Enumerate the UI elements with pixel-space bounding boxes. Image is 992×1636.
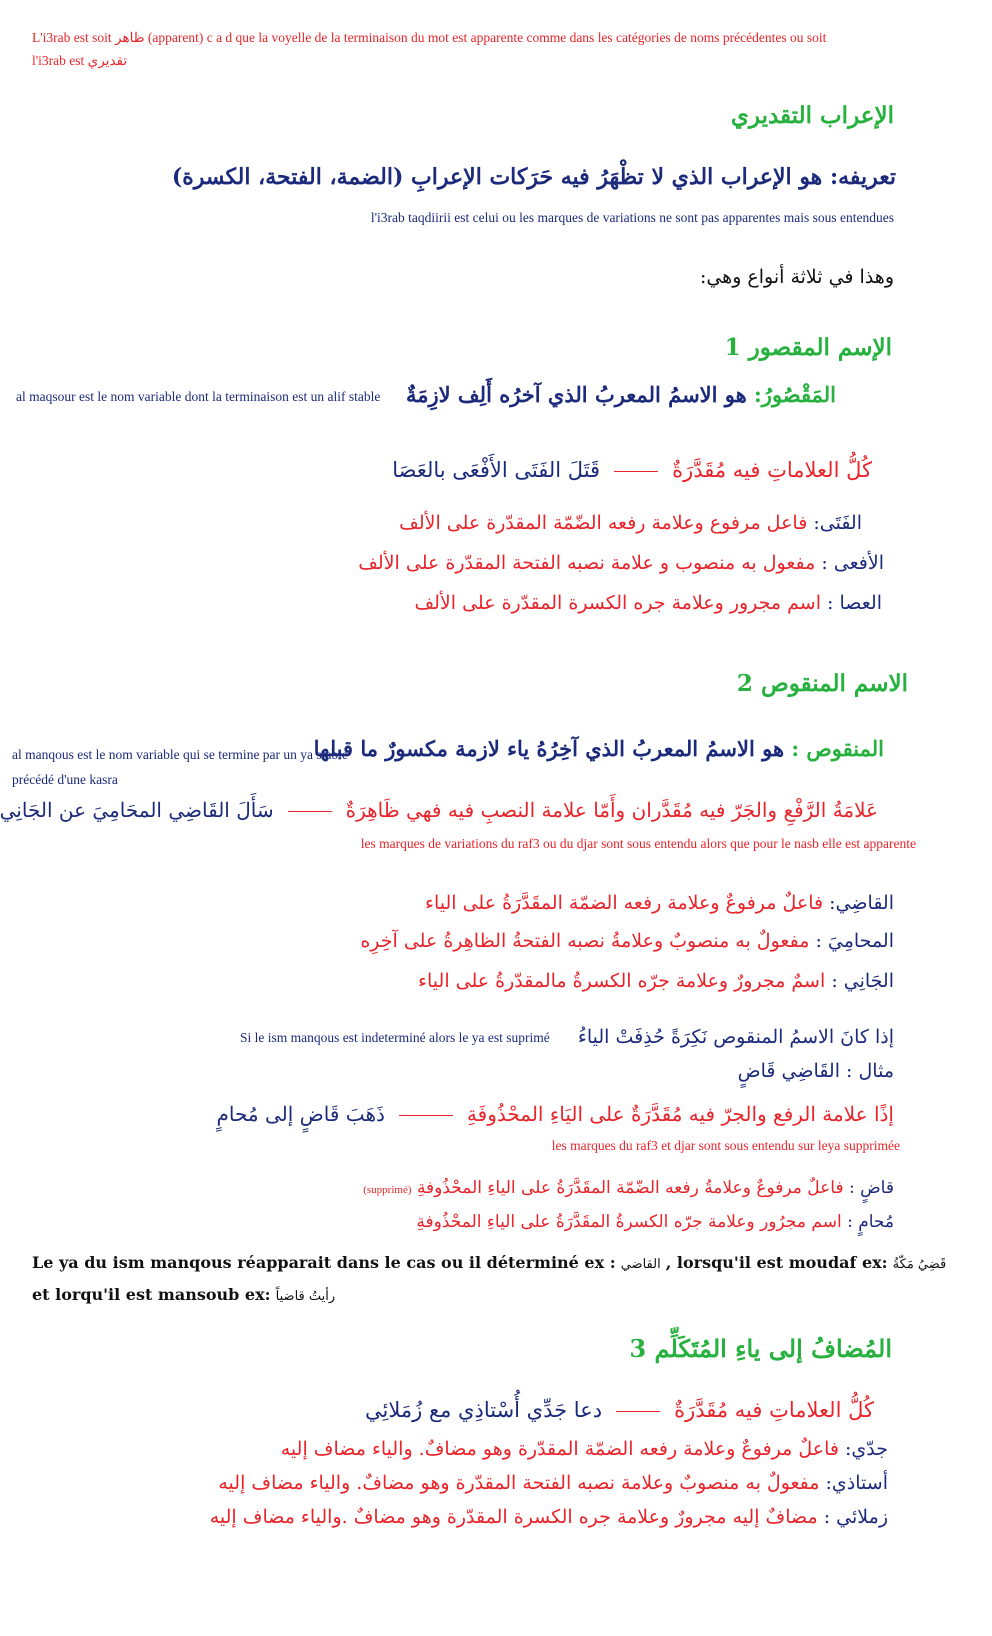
note-example-2: قَضِيُ مَكّةُ — [892, 1257, 947, 1272]
maqsour-irab-1 — [399, 512, 992, 534]
intro-line1-start: L'i3rab est soit — [32, 30, 112, 45]
manqous-irab-4 — [363, 1178, 992, 1198]
irab-text: فاعلٌ مرفوعٌ وعلامة رفعه الضمّة المقَدَّرَةُ على الياء — [425, 892, 824, 914]
manqous-definition — [314, 736, 992, 761]
moudaf-irab-2 — [218, 1472, 992, 1494]
irab-note: (supprimé) — [363, 1184, 412, 1196]
manqous-example: سَأَلَ القَاضِي المحَامِيَ عن الجَانِي — [0, 798, 274, 822]
irab-text: مفعول به منصوب و علامة نصبه الفتحة المقدّرة على الألف — [358, 552, 816, 574]
irab-word: جدّي: — [845, 1438, 888, 1460]
definition-fr: l'i3rab taqdiirii est celui ou les marques de variations ne sont pas apparentes mais sous entendues — [370, 210, 894, 225]
note-part-3: et lorqu'il est mansoub ex: — [32, 1285, 271, 1304]
manqous-def-fr — [12, 742, 348, 792]
maqsour-definition — [406, 382, 992, 407]
irab-text: اسم مجرُور وعلامة جرّه الكسرةُ المقَدَّرَةُ على الياءِ المحْذُوفةِ — [416, 1212, 842, 1232]
manqous-rule: عَلامَةُ الرَّفْعِ والجَرّ فيه مُقَدَّران وأَمّا علامة النصبِ فيه فهي ظَاهِرَةٌ — [345, 798, 878, 822]
irab-word: مُحامٍ : — [847, 1212, 894, 1232]
irab-word: القاضِي: — [829, 892, 894, 914]
manqous-example3: ذَهَبَ قَاضٍ إلى مُحامٍ — [216, 1102, 385, 1126]
moudaf-example: دعا جَدِّي أُسْتاذِي مع زُمَلائِي — [365, 1398, 603, 1422]
maqsour-irab-3 — [414, 592, 992, 614]
example-text: القَاضِي قَاضٍ — [737, 1060, 840, 1082]
maqsour-def-label: المَقْصُورُ: — [754, 382, 836, 407]
irab-text: اسم مجرور وعلامة جره الكسرة المقدّرة على الألف — [414, 592, 821, 614]
manqous-indef-fr: Si le ism manqous est indeterminé alors le ya est suprimé — [240, 1030, 550, 1045]
intro-word-apparent: ظاهر — [115, 30, 145, 45]
manqous-rule2-line — [216, 1102, 992, 1126]
manqous-rule2: إذًا علامة الرفع والجرّ فيه مُقَدَّرَةٌ على اليَاءِ المحْذُوفَةِ — [466, 1102, 894, 1126]
irab-word: أستاذي: — [825, 1472, 888, 1494]
manqous-def-label: المنقوص : — [791, 736, 884, 761]
example-label: مثال : — [846, 1060, 894, 1082]
maqsour-example: قَتَلَ الفَتَى الأَفْعَى بالعَصَا — [392, 458, 601, 482]
moudaf-irab-1 — [281, 1438, 992, 1460]
manqous-rule-line — [0, 798, 992, 822]
manqous-irab-5 — [416, 1212, 992, 1232]
maqsour-rule-line — [392, 458, 992, 482]
moudaf-heading: المُضافُ إلى ياءِ المُتَكَلِّم 3 — [629, 1334, 892, 1363]
manqous-def-fr-1: al manqous est le nom variable qui se termine par un ya stable — [12, 747, 348, 762]
manqous-heading: الاسم المنقوص 2 — [736, 670, 908, 697]
separator-line — [616, 1411, 660, 1412]
manqous-rule-fr: les marques de variations du raf3 ou du djar sont sous entendu alors que pour le nasb elle est apparente — [360, 836, 916, 851]
irab-text: فاعلٌ مرفوعٌ وعلامة رفعه الضمّة المقدّرة وهو مضافٌ. والياء مضاف إليه — [280, 1438, 839, 1460]
manqous-def-fr-2: précédé d'une kasra — [12, 772, 118, 787]
maqsour-irab-2 — [358, 552, 992, 574]
irab-text: مضافٌ إليه مجرورٌ وعلامة جره الكسرة المقدّرة وهو مضافٌ .والياء مضاف إليه — [209, 1506, 818, 1528]
maqsour-heading: الإسم المقصور 1 — [724, 334, 892, 361]
intro-word-taqdiri: تقديري — [87, 53, 128, 68]
irab-text: فاعلٌ مرفوعٌ وعلامةُ رفعه الضّمّة المقَدَّرَةُ على الياءِ المحْذُوفةِ — [416, 1178, 844, 1198]
maqsour-def-text: هو الاسمُ المعربُ الذي آخرُه أَلِف لازِمَةٌ — [406, 382, 747, 407]
maqsour-def-fr: al maqsour est le nom variable dont la terminaison est un alif stable — [16, 389, 381, 404]
note-example-1: القاضي — [620, 1257, 661, 1272]
section-title: الإعراب التقديري — [730, 102, 894, 129]
irab-word: العصا : — [827, 592, 882, 614]
note-part-2: , lorsqu'il est moudaf ex: — [665, 1253, 888, 1272]
irab-word: الفَتَى: — [813, 512, 862, 534]
separator-line — [399, 1115, 453, 1116]
irab-word: قاضٍ : — [849, 1178, 894, 1198]
separator-line — [288, 811, 332, 812]
intro-paragraph — [32, 26, 962, 72]
manqous-indef-rule: إذا كانَ الاسمُ المنقوص نَكِرَةً حُذِفَتْ الياءُ — [577, 1026, 894, 1048]
types-intro: وهذا في ثلاثة أنواع وهي: — [699, 266, 894, 288]
manqous-note — [32, 1248, 952, 1312]
irab-text: مفعولٌ به منصوبٌ وعلامة نصبه الفتحة المقدّرة وهو مضافٌ. والياء مضاف إليه — [218, 1472, 820, 1494]
manqous-irab-1 — [425, 892, 992, 914]
moudaf-irab-3 — [210, 1506, 992, 1528]
intro-line2-start: l'i3rab est — [32, 53, 85, 68]
manqous-example2 — [738, 1060, 992, 1082]
irab-word: المحامِيَ : — [815, 930, 894, 952]
manqous-irab-2 — [360, 930, 992, 952]
definition-text: تعريفه: هو الإعراب الذي لا تظْهَرُ فيه حَرَكات الإعرابِ (الضمة، الفتحة، الكسرة) — [171, 164, 896, 190]
note-part-1: Le ya du ism manqous réapparait dans le cas ou il déterminé ex : — [32, 1253, 616, 1272]
irab-word: زملائي : — [823, 1506, 888, 1528]
maqsour-rule: كُلُّ العلاماتِ فيه مُقَدَّرَةٌ — [672, 458, 872, 482]
manqous-irab-3 — [418, 970, 992, 992]
separator-line — [614, 471, 658, 472]
note-example-3: رأيتُ قاضياً — [275, 1289, 336, 1304]
moudaf-rule-line — [365, 1398, 992, 1422]
irab-text: اسمٌ مجرورٌ وعلامة جرّه الكسرةُ مالمقدّرةُ على الياء — [418, 970, 826, 992]
irab-text: فاعل مرفوع وعلامة رفعه الضّمّة المقدّرة على الألف — [399, 512, 808, 534]
moudaf-rule: كُلُّ العلاماتِ فيه مُقَدَّرَةٌ — [674, 1398, 874, 1422]
irab-text: مفعولٌ به منصوبٌ وعلامةُ نصبه الفتحةُ الظاهِرةُ على آخِرِه — [360, 930, 810, 952]
intro-line1-rest: (apparent) c a d que la voyelle de la terminaison du mot est apparente comme dans les catégories de noms précédentes ou soit — [147, 30, 827, 45]
manqous-def-text: هو الاسمُ المعربُ الذي آخِرُهُ ياء لازمة مكسورٌ ما قبلها — [313, 736, 785, 761]
irab-word: الأفعى : — [821, 552, 884, 574]
manqous-rule2-fr: les marques du raf3 et djar sont sous entendu sur leya supprimée — [551, 1138, 900, 1153]
irab-word: الجَانِي : — [831, 970, 894, 992]
